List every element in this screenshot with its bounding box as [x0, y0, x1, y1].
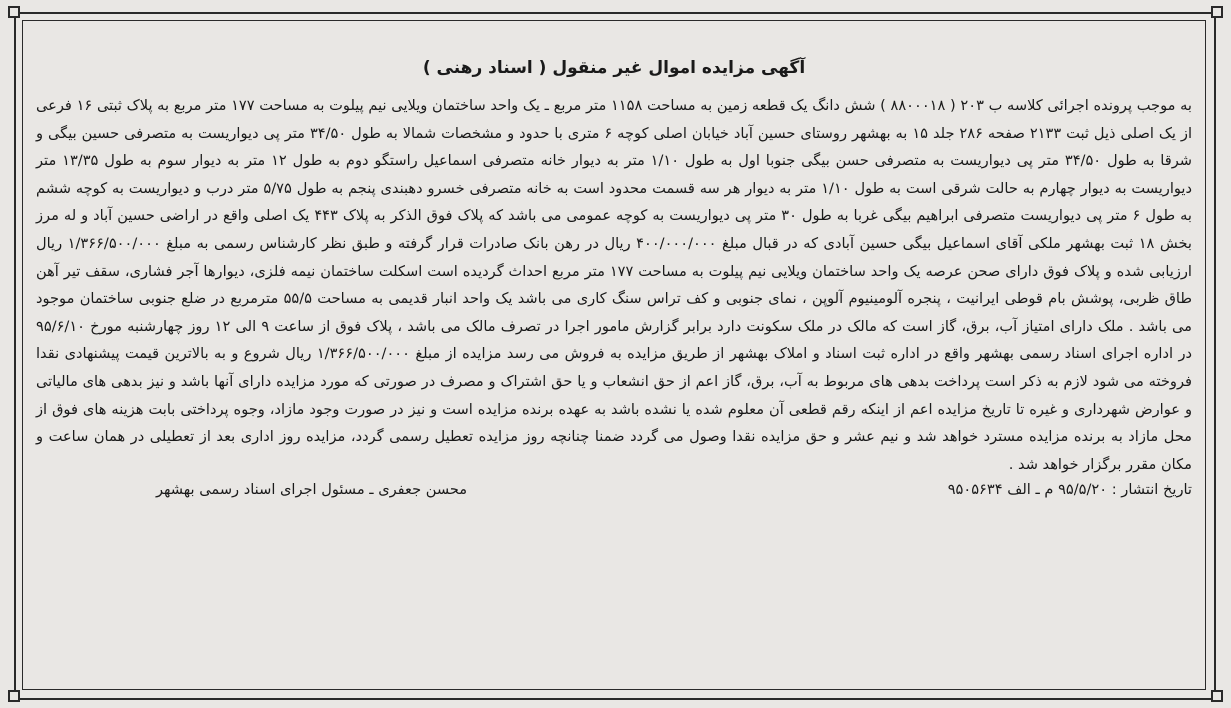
corner-ornament	[8, 6, 20, 18]
notice-footer	[36, 478, 1192, 502]
corner-ornament	[1211, 690, 1223, 702]
corner-ornament	[1211, 6, 1223, 18]
notice-title: آگهی مزایده اموال غیر منقول ( اسناد رهنی )	[422, 58, 806, 78]
corner-ornament	[8, 690, 20, 702]
official-signature: محسن جعفری ـ مسئول اجرای اسناد رسمی بهشهر	[156, 481, 468, 499]
notice-body: به موجب پرونده اجرائی کلاسه ب ۲۰۳ ( ۸۸۰۰۰۱۸ ) شش دانگ یک قطعه زمین به مساحت ۱۱۵۸ متر مربع ـ یک واحد ساختمان ویلایی نیم پیلوت به مساحت ۱۷۷ متر مربع به پلاک ثبتی ۱۶ فرعی از یک اصلی ذیل ثبت ۲۱۳۳ صفحه ۲۸۶ جلد ۱۵ به بهشهر روستای حسین آباد خیابان اصلی کوچه ۶ متری با حدود و مشخصات شمالا به طول ۳۴/۵۰ متر پی دیواریست به متصرفی حسین بیگی و شرقا به طول ۳۴/۵۰ متر پی دیواریست به متصرفی حسن بیگی جنوبا اول به طول ۱/۱۰ متر به دیوار خانه متصرفی اسماعیل راستگو دوم به طول ۱۲ متر به دیوار سوم به طول ۱۳/۳۵ متر دیواریست به دیوار چهارم به حالت شرقی است به طول ۱/۱۰ متر به دیوار هر سه قسمت محدود است به خانه متصرفی خسرو دهبندی پنجم به طول ۵/۷۵ متر درب و دیواریست به کوچه ششم به طول ۶ متر پی دیواریست متصرفی ابراهیم بیگی غربا به طول ۳۰ متر پی دیواریست به کوچه عمومی می باشد که پلاک فوق الذکر به پلاک ۴۴۳ یک اصلی واقع در اراضی حسین آباد و له مرز بخش ۱۸ ثبت بهشهر ملکی آقای اسماعیل بیگی حسین آبادی که در قبال مبلغ ۴۰۰/۰۰۰/۰۰۰ ریال در رهن بانک صادرات قرار گرفته و طبق نظر کارشناس رسمی به مبلغ ۱/۳۶۶/۵۰۰/۰۰۰ ریال ارزیابی شده و پلاک فوق دارای صحن عرصه یک واحد ساختمان ویلایی نیم پیلوت به مساحت ۱۷۷ متر مربع احداث گردیده است اسکلت ساختمان نیمه فلزی، دیوارها آجر فشاری، سقف تیر آهن طاق ظربی، پوشش بام قوطی ایرانیت ، پنجره آلومینیوم آلوپن ، نمای جنوبی و کف تراس سنگ کاری می باشد یک واحد انبار قدیمی به مساحت ۵۵/۵ مترمربع در ضلع جنوبی ساختمان موجود می باشد . ملک دارای امتیاز آب، برق، گاز است که مالک در ملک سکونت دارد برابر گزارش مامور اجرا در تصرف مالک می باشد ، پلاک فوق از ساعت ۹ الی ۱۲ روز چهارشنبه مورخ ۹۵/۶/۱۰ در اداره اجرای اسناد رسمی بهشهر واقع در اداره ثبت اسناد و املاک بهشهر از طریق مزایده به فروش می رسد مزایده از مبلغ ۱/۳۶۶/۵۰۰/۰۰۰ ریال شروع و به بالاترین قیمت پیشنهادی نقدا فروخته می شود لازم به ذکر است پرداخت بدهی های مربوط به آب، برق، گاز اعم از حق انشعاب و یا حق اشتراک و مصرف در صورتی که مورد مزایده دارای آنها باشد و نیز بدهی های مالیاتی و عوارض شهرداری و غیره تا تاریخ مزایده اعم از اینکه رقم قطعی آن معلوم شده یا نشده باشد به عهده برنده مزایده است و نیز در صورت وجود مازاد، وجوه پرداختی بابت هزینه های فوق از محل مازاد به برنده مزایده مسترد خواهد شد و نیم عشر و حق مزایده نقدا وصول می گردد ضمنا چنانچه روز مزایده تعطیل رسمی گردد، مزایده روز اداری بعد از تعطیلی در همان ساعت و مکان مقرر برگزار خواهد شد .	[36, 97, 1193, 473]
publish-date: تاریخ انتشار : ۹۵/۵/۲۰ م ـ الف ۹۵۰۵۶۳۴	[947, 481, 1192, 499]
notice-content	[36, 30, 1192, 680]
